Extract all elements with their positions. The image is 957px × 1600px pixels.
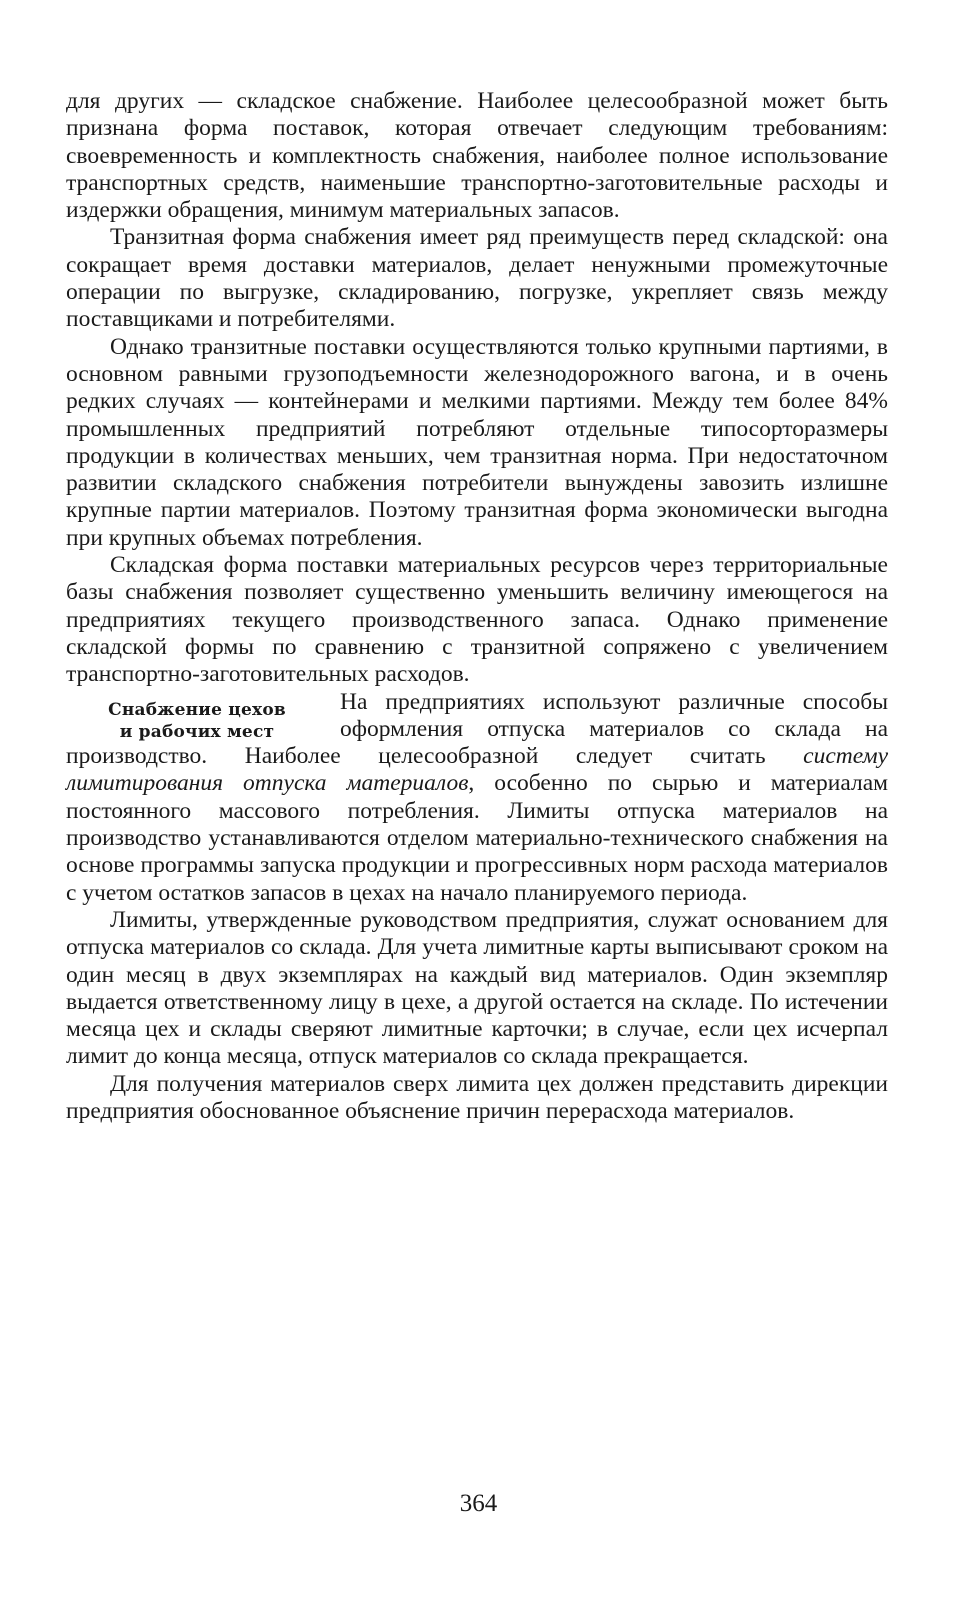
- paragraph-warehouse-form: Складская форма поставки материальных ресурсов через территориальные базы снабжения позволяет существенно уменьшить величину имеющегося на предприятиях текущего производственного запаса. Однако применение складской формы по сравнению с транзитной сопряжено с увеличением транспортно-заготовительных расходов.: [66, 552, 888, 688]
- paragraph-supply-forms: для других — складское снабжение. Наиболее целесообразной может быть признана форма поставок, которая отвечает следующим требованиям: своевременность и комплектность снабжения, наиболее полное использование транспортных средств, наименьшие транспортно-заготовительные расходы и издержки обращения, минимум материальных запасов.: [66, 88, 888, 224]
- sidenote-line-2: и рабочих мест: [119, 721, 275, 742]
- paragraph-limit-cards: Лимиты, утвержденные руководством предприятия, служат основанием для отпуска материалов со склада. Для учета лимитные карты выписывают сроком на один месяц в двух экземплярах на каждый вид материалов. Один экземпляр выдается ответственному лицу в цехе, а другой остается на складе. По истечении месяца цех и склады сверяют лимитные карточки; в случае, если цех исчерпал лимит до конца месяца, отпуск материалов со склада прекращается.: [66, 906, 888, 1070]
- paragraph-transit-advantages: Транзитная форма снабжения имеет ряд преимуществ перед складской: она сокращает время доставки материалов, делает ненужными промежуточные операции по выгрузке, складированию, погрузке, укрепляет связь между поставщиками и потребителями.: [66, 224, 888, 333]
- paragraph-over-limit: Для получения материалов сверх лимита цех должен представить дирекции предприятия обоснованное объяснение причин перерасхода материалов.: [66, 1070, 888, 1124]
- limit-system-text-start: На предприятиях используют различные способы оформления отпуска материалов со склада на производство. Наиболее целесообразной следует считать: [66, 688, 888, 770]
- sidenote-line-1: Снабжение цехов: [108, 699, 286, 720]
- book-page: [66, 88, 888, 1125]
- limit-system-text-end: , особенно по сырью и материалам постоянного массового потребления. Лимиты отпуска материалов на производство устанавливаются отделом материально-технического снабжения на основе программы запуска продукции и прогрессивных норм расхода материалов с учетом остатков запасов в цехах на начало планируемого периода.: [66, 770, 888, 906]
- page-number: 364: [459, 1490, 498, 1517]
- paragraph-transit-limitations: Однако транзитные поставки осуществляются только крупными партиями, в основном равными грузоподъемности железнодорожного вагона, и в очень редких случаях — контейнерами и мелкими партиями. Между тем более 84% промышленных предприятий потребляют отдельные типосорторазмеры продукции в количествах меньших, чем транзитная норма. При недостаточном развитии складского снабжения потребители вынуждены завозить излишне крупные партии материалов. Поэтому транзитная форма экономически выгодна при крупных объемах потребления.: [66, 333, 888, 551]
- section-sidenote: [66, 699, 328, 743]
- limit-system-emphasis: систему лимитирования отпуска материалов: [66, 743, 888, 797]
